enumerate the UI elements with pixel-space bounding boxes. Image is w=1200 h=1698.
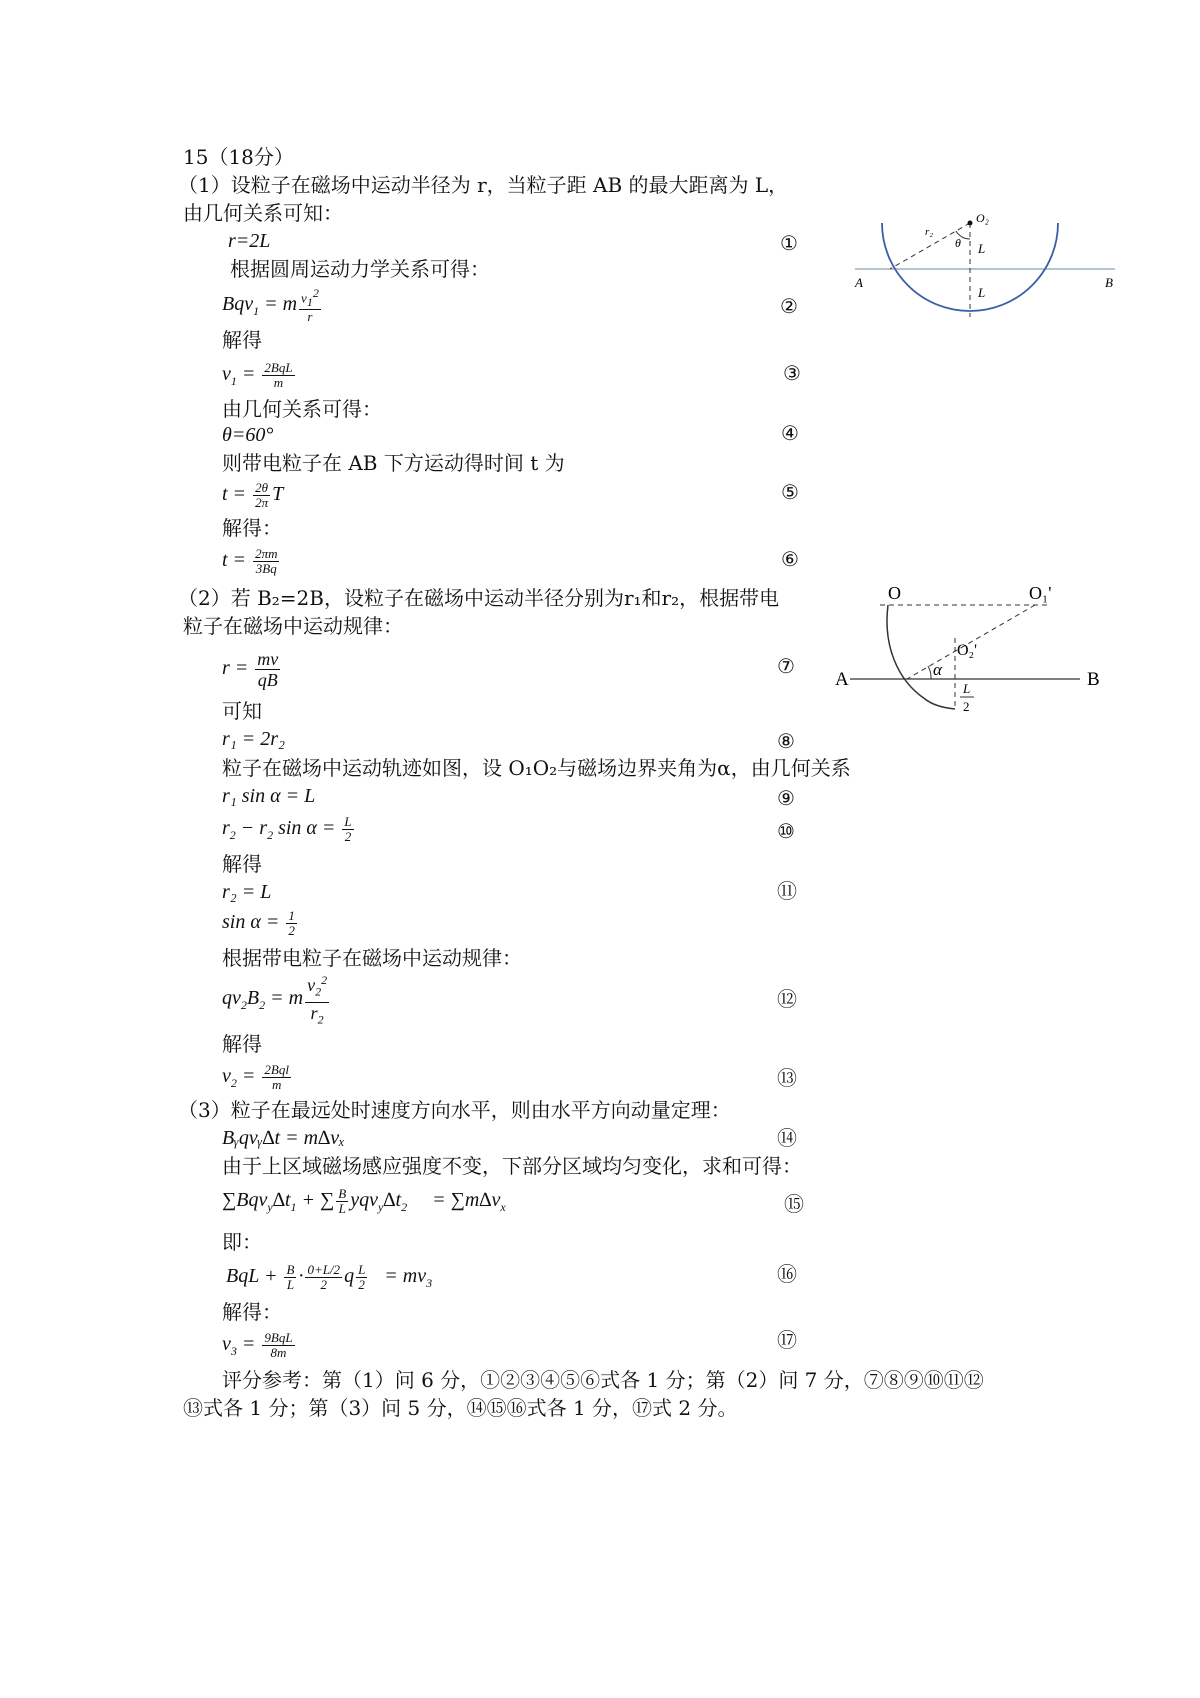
marker-2: ② [780,294,798,318]
part2-intro-line2: 粒子在磁场中运动规律： [183,614,403,638]
fig1-label-r2: r₂ [925,226,934,238]
scoring-line-1: 评分参考：第（1）问 6 分，①②③④⑤⑥式各 1 分；第（2）问 7 分，⑦⑧⑨⑩⑪⑫ [222,1368,984,1392]
marker-8: ⑧ [777,729,795,753]
part1-text-5: 解得： [222,516,282,540]
eq-11b: sin α = $\frac{1}{2}$ [222,907,295,938]
part1-intro-line1: （1）设粒子在磁场中运动半径为 r，当粒子距 AB 的最大距离为 L， [178,173,789,197]
marker-15: ⑮ [784,1192,804,1216]
part1-text-1: 根据圆周运动力学关系可得： [230,257,490,281]
figure-2-diagram [825,575,1125,725]
marker-4: ④ [781,421,799,445]
part1-text-3: 由几何关系可得： [222,397,382,421]
fig2-label-b: B [1087,669,1100,690]
eq-9: r₁ sin α = L [222,785,316,807]
marker-16: ⑯ [777,1262,797,1286]
fig1-center-point [968,221,973,226]
part2-text-3: 解得 [222,852,262,876]
marker-7: ⑦ [777,654,795,678]
part1-intro-line2: 由几何关系可知： [183,201,343,225]
marker-5: ⑤ [781,480,799,504]
eq-13: $v_2$ = $\frac{\text{2Bql}}{m}$ [222,1061,289,1092]
marker-9: ⑨ [777,786,795,810]
eq-6: t = $\frac{2\pi m}{3Bq}$ [222,545,278,576]
marker-14: ⑭ [777,1126,797,1150]
part2-text-4: 根据带电粒子在磁场中运动规律： [222,946,522,970]
marker-3: ③ [783,361,801,385]
fig1-label-l-upper: L [978,241,986,256]
marker-1: ① [780,231,798,255]
scoring-line-2: ⑬式各 1 分；第（3）问 5 分，⑭⑮⑯式各 1 分，⑰式 2 分。 [183,1396,738,1420]
eq-17: $v_3$ = $\frac{\text{9BqL}}{8m}$ [222,1329,293,1360]
eq-10: $r_2 - r_2$ sin α = $\frac{L}{2}$ [222,813,352,844]
fig2-trajectory [887,605,955,709]
fig1-label-b: B [1105,275,1113,290]
eq-8: r₁ = 2r₂ [222,728,285,750]
marker-12: ⑫ [777,987,797,1011]
eq-5: t = $\frac{2\theta}{2\pi}$ T [222,479,284,510]
fig2-label-o: O [888,583,901,603]
fig2-label-frac-n: L [963,681,971,696]
part1-text-2: 解得 [222,328,262,352]
fig1-label-o2: O₂ [976,211,989,225]
part3-text-3: 解得： [222,1300,282,1324]
part2-text-5: 解得 [222,1032,262,1056]
eq-12: $qv_2B_2 = m$ $\frac{v_2^2}{r_2}$ [222,970,331,1026]
marker-11: ⑪ [777,879,797,903]
eq-4: θ=60° [222,424,274,446]
part1-text-4: 则带电粒子在 AB 下方运动得时间 t 为 [222,451,565,475]
eq-2: Bqv$_1$ = m $\frac{v_1^2}{r}$ [222,286,319,325]
eq-1: r=2L [228,230,271,252]
fig2-label-alpha: α [933,660,942,679]
fig2-label-o2: O₂' [957,642,978,659]
problem-title: 15（18分） [183,145,294,169]
eq-15: $\sum Bqv_y\Delta t_1$ + ∑ $\frac{B}{L}$ $yqv_y\Delta t_2$ = $\sum m\Delta v_x$ [222,1185,506,1216]
part3-intro: （3）粒子在最远处时速度方向水平，则由水平方向动量定理： [178,1098,731,1122]
part2-text-1: 可知 [222,699,262,723]
part2-intro-line1: （2）若 B₂=2B，设粒子在磁场中运动半径分别为r₁和r₂，根据带电 [178,586,780,610]
part3-text-1: 由于上区域磁场感应强度不变，下部分区域均匀变化，求和可得： [222,1154,802,1178]
figure-1-diagram [835,205,1125,330]
eq-11: r₂ = L [222,881,272,903]
eq-16: BqL + $\frac{B}{L}$ · $\frac{0+L/2}{2}$ q $\frac{L}{2}$ = $mv_3$ [226,1261,433,1292]
fig2-label-frac-d: 2 [963,699,970,714]
fig1-label-l-lower: L [978,285,986,300]
fig1-label-theta: θ [955,236,961,250]
eq-7: r = $\frac{mv}{qB}$ [222,648,279,690]
part2-text-2: 粒子在磁场中运动轨迹如图，设 O₁O₂与磁场边界夹角为α，由几何关系 [222,756,851,780]
fig1-label-a: A [855,275,863,290]
marker-17: ⑰ [777,1328,797,1352]
marker-6: ⑥ [781,547,799,571]
marker-13: ⑬ [777,1066,797,1090]
part3-text-2: 即： [222,1230,262,1254]
eq-14: Bᵧqvᵧ∆t = m∆vₓ [222,1127,345,1149]
fig2-label-a: A [835,669,849,690]
fig2-label-o1: O₁' [1029,583,1052,603]
fig2-angle-arc [928,666,931,679]
marker-10: ⑩ [777,819,795,843]
eq-3: $v_1$ = $\frac{\text{2BqL}}{m}$ [222,359,293,390]
